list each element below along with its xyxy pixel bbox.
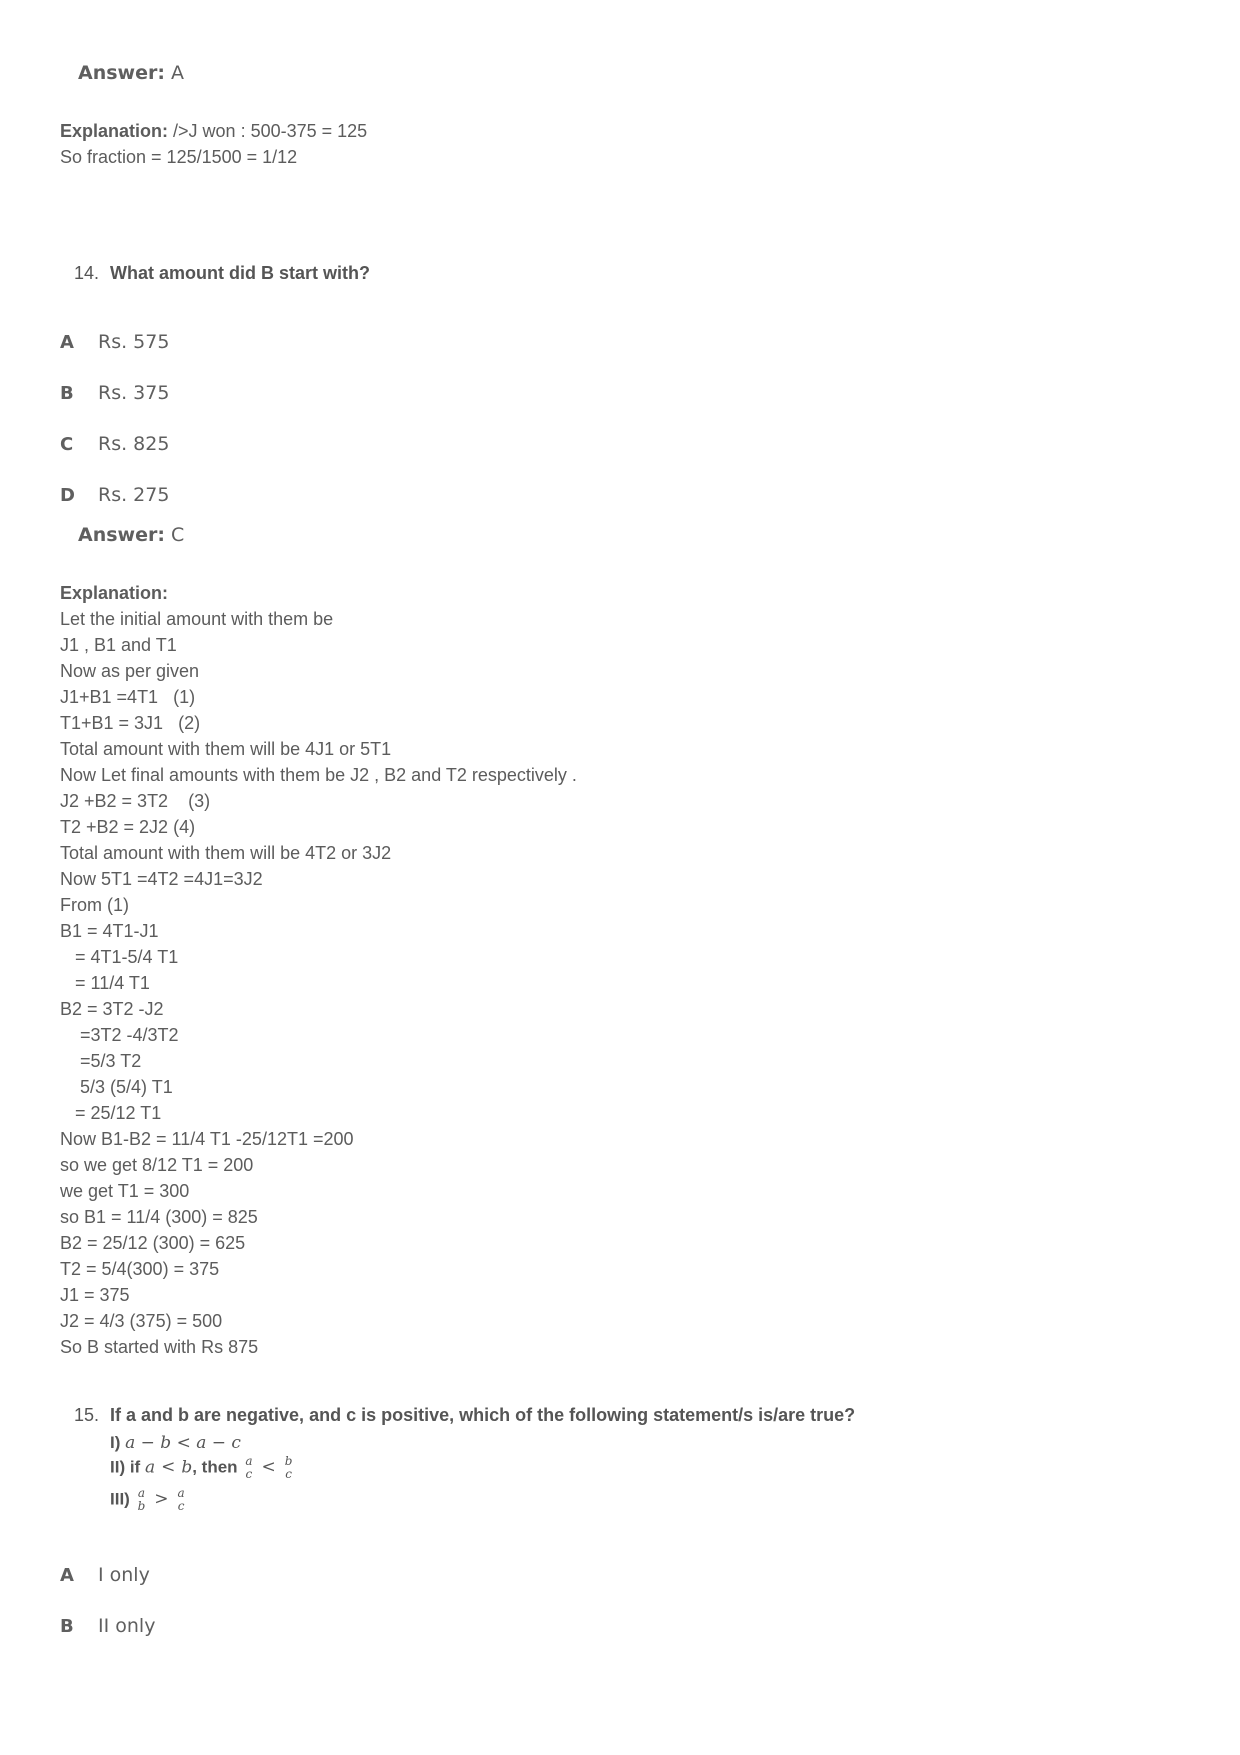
explanation-line: = 25/12 T1 [60, 1103, 162, 1123]
explanation-label: Explanation: [60, 583, 169, 603]
option-letter: B [60, 1616, 74, 1637]
statement-3 [110, 1487, 188, 1513]
explanation-line: =5/3 T2 [60, 1051, 142, 1071]
statement-math: a − b < a − c [125, 1433, 241, 1453]
answer-label: Answer: [78, 524, 165, 546]
statement-2 [110, 1455, 295, 1481]
explanation-line: J2 +B2 = 3T2 (3) [60, 791, 211, 811]
explanation-line: we get T1 = 300 [60, 1181, 190, 1201]
condition-right: b [181, 1457, 193, 1478]
explanation-line: 5/3 (5/4) T1 [60, 1077, 173, 1097]
explanation-line: = 4T1-5/4 T1 [60, 947, 179, 967]
explanation-line: Total amount with them will be 4J1 or 5T1 [60, 739, 392, 759]
option-text: Rs. 825 [98, 433, 170, 455]
answer-value: C [171, 524, 185, 546]
explanation-label: Explanation: [60, 121, 169, 141]
answer-label: Answer: [78, 62, 165, 84]
fraction-relation: > [154, 1489, 169, 1510]
answer-value: A [171, 62, 184, 84]
answer-q13 [78, 62, 184, 84]
explanation-line: Total amount with them will be 4T2 or 3J2 [60, 843, 392, 863]
statement-label: III) [110, 1489, 130, 1509]
option-letter: B [60, 383, 74, 404]
fraction-a-over-c [178, 1487, 185, 1513]
explanation-line: So B started with Rs 875 [60, 1337, 259, 1357]
fraction-a-over-c [245, 1455, 252, 1481]
statement-1 [110, 1433, 241, 1453]
explanation-line: So fraction = 125/1500 = 1/12 [60, 147, 298, 167]
explanation-line: T2 = 5/4(300) = 375 [60, 1259, 220, 1279]
question-number: 15. [74, 1405, 100, 1425]
question-14 [74, 263, 370, 284]
statement-label: I) [110, 1433, 121, 1452]
condition-relation: < [161, 1457, 176, 1478]
denominator: c [285, 1467, 292, 1481]
option-letter: A [60, 332, 74, 353]
explanation-line: B2 = 3T2 -J2 [60, 999, 164, 1019]
option-text: Rs. 575 [98, 331, 170, 353]
explanation-line: Let the initial amount with them be [60, 609, 334, 629]
option-text: I only [98, 1564, 150, 1586]
explanation-line: =3T2 -4/3T2 [60, 1025, 179, 1045]
option-b[interactable] [60, 382, 169, 408]
explanation-first-line [60, 118, 367, 144]
question-number: 14. [74, 263, 100, 283]
explanation-line: J2 = 4/3 (375) = 500 [60, 1311, 223, 1331]
explanation-line: J1+B1 =4T1 (1) [60, 687, 196, 707]
explanation-line: Now Let final amounts with them be J2 , B2 and T2 respectively . [60, 765, 577, 785]
option-letter: C [60, 434, 74, 455]
question-text: What amount did B start with? [110, 263, 370, 283]
option-d[interactable] [60, 484, 169, 510]
condition-left: a [144, 1457, 156, 1478]
denominator: b [137, 1499, 146, 1513]
numerator: a [137, 1486, 145, 1500]
explanation-line: = 11/4 T1 [60, 973, 150, 993]
denominator: c [177, 1499, 185, 1513]
explanation-text: />J won : 500-375 = 125 [173, 121, 368, 141]
statement-label: II) if [110, 1457, 141, 1477]
fraction-a-over-b [138, 1487, 146, 1513]
explanation-line: Now 5T1 =4T2 =4J1=3J2 [60, 869, 263, 889]
explanation-line: so B1 = 11/4 (300) = 825 [60, 1207, 258, 1227]
fraction-b-over-c [285, 1455, 293, 1481]
explanation-line: J1 = 375 [60, 1285, 130, 1305]
fraction-relation: < [261, 1457, 276, 1478]
then-text: , then [192, 1457, 238, 1477]
denominator: c [245, 1467, 253, 1481]
explanation-line: T2 +B2 = 2J2 (4) [60, 817, 196, 837]
explanation-line: so we get 8/12 T1 = 200 [60, 1155, 254, 1175]
option-a[interactable] [60, 1564, 150, 1590]
option-a[interactable] [60, 331, 169, 357]
answer-q14 [78, 524, 184, 546]
numerator: a [177, 1486, 185, 1500]
question-text: If a and b are negative, and c is positive, which of the following statement/s is/are true? [110, 1405, 856, 1425]
question-15 [74, 1405, 855, 1426]
numerator: b [284, 1454, 293, 1468]
explanation-line: J1 , B1 and T1 [60, 635, 177, 655]
explanation-line: Now as per given [60, 661, 200, 681]
explanation-line: T1+B1 = 3J1 (2) [60, 713, 201, 733]
explanation-line: Now B1-B2 = 11/4 T1 -25/12T1 =200 [60, 1129, 354, 1149]
explanation-line: From (1) [60, 895, 129, 915]
option-text: Rs. 275 [98, 484, 170, 506]
option-text: Rs. 375 [98, 382, 170, 404]
option-b[interactable] [60, 1615, 155, 1641]
explanation-q13 [60, 118, 367, 170]
option-c[interactable] [60, 433, 169, 459]
explanation-line: B1 = 4T1-J1 [60, 921, 159, 941]
numerator: a [245, 1454, 253, 1468]
option-text: II only [98, 1615, 156, 1637]
option-letter: A [60, 1565, 74, 1586]
explanation-q14 [60, 580, 577, 1360]
explanation-line: B2 = 25/12 (300) = 625 [60, 1233, 246, 1253]
option-letter: D [60, 485, 75, 506]
